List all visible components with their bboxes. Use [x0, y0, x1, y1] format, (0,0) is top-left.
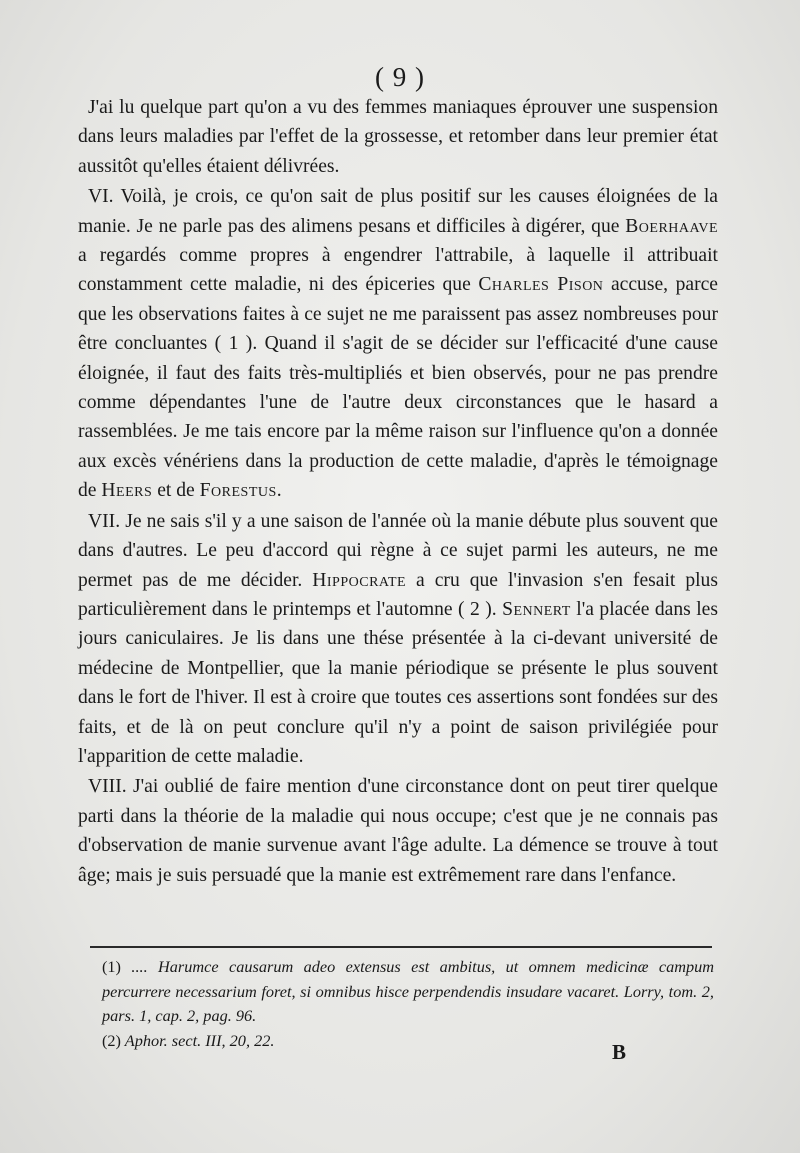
author-name-forestus: Forestus	[199, 480, 277, 502]
paragraph-vii	[78, 507, 718, 772]
footnote-text: .... Harumce causarum adeo extensus est ambitus, ut omnem medicinæ campum percurrere necessarium foret, si omnibus hisce perpendendis insudare vacaret. Lorry, tom. 2, pars. 1, cap. 2, pag. 96.	[102, 957, 715, 1025]
page-number: ( 9 )	[375, 62, 425, 92]
text-segment: .	[276, 480, 282, 502]
text-segment: VII. Je ne sais s'il y a une saison de l'année où la manie débute plus souvent que dans d'autres. Le peu d'accord qui règne à ce sujet parmi les auteurs, ne me permet pas de me décider.	[78, 510, 718, 591]
text-segment: accuse, parce que les observations faites à ce sujet ne me paraissent pas assez nombreuses pour être concluantes ( 1 ). Quand il s'agit de se décider sur l'efficacité d'une cause éloignée, il faut des faits très-multipliés et bien observés, pour ne pas prendre comme dépendantes l'une de l'autre deux circonstances que le hasard a rassemblées. Je me tais encore par la même raison sur l'influence qu'on a donnée aux excès vénériens dans la production de cette maladie, d'après le témoignage de	[78, 274, 718, 502]
footnote-marker: (1)	[102, 957, 121, 976]
footnote-1	[102, 955, 714, 1029]
text-segment: l'a placée dans les jours caniculaires. Je lis dans une thése présentée à la ci-devant université de médecine de Montpellier, que la manie périodique se présente le plus souvent dans le fort de l'hiver. Il est à croire que toutes ces assertions sont fondées sur des faits, et de là on peut conclure qu'il n'y a point de saison privilégiée pour l'apparition de cette maladie.	[78, 598, 718, 767]
main-text	[78, 93, 718, 890]
author-name-heers: Heers	[101, 480, 153, 502]
footnote-divider	[90, 946, 712, 948]
paragraph-vi	[78, 182, 718, 505]
signature-mark: B	[612, 1040, 627, 1064]
author-name-boerhaave: Boerhaave	[625, 215, 718, 237]
text-segment: a cru que l'invasion s'en fesait plus particulièrement dans le printemps et l'automne ( 2 ).	[78, 569, 718, 620]
paragraph-intro: J'ai lu quelque part qu'on a vu des femmes maniaques éprouver une suspension dans leurs maladies par l'effet de la grossesse, et retomber dans leur premier état aussitôt qu'elles étaient délivrées.	[78, 97, 718, 177]
footnotes	[102, 955, 714, 1053]
footnote-marker: (2)	[102, 1030, 121, 1050]
author-name-hippocrate: Hippocrate	[312, 569, 407, 591]
paragraph-viii: VIII. J'ai oublié de faire mention d'une circonstance dont on peut tirer quelque parti dans la théorie de la maladie qui nous occupe; c'est que je ne connais pas d'observation de manie survenue avant l'âge adulte. La démence se trouve à tout âge; mais je suis persuadé que la manie est extrêmement rare dans l'enfance.	[78, 776, 718, 886]
author-name-charles-pison: Charles Pison	[478, 274, 604, 296]
footnote-text: Aphor. sect. III, 20, 22.	[124, 1030, 275, 1050]
text-segment: et de	[152, 480, 200, 502]
text-segment: a regardés comme propres à engendrer l'attrabile, à laquelle il attribuait constamment cette maladie, ni des épiceries que	[78, 245, 718, 296]
author-name-sennert: Sennert	[502, 598, 571, 620]
text-segment: VI. Voilà, je crois, ce qu'on sait de plus positif sur les causes éloignées de la manie. Je ne parle pas des alimens pesans et difficiles à digérer, que	[78, 186, 718, 237]
